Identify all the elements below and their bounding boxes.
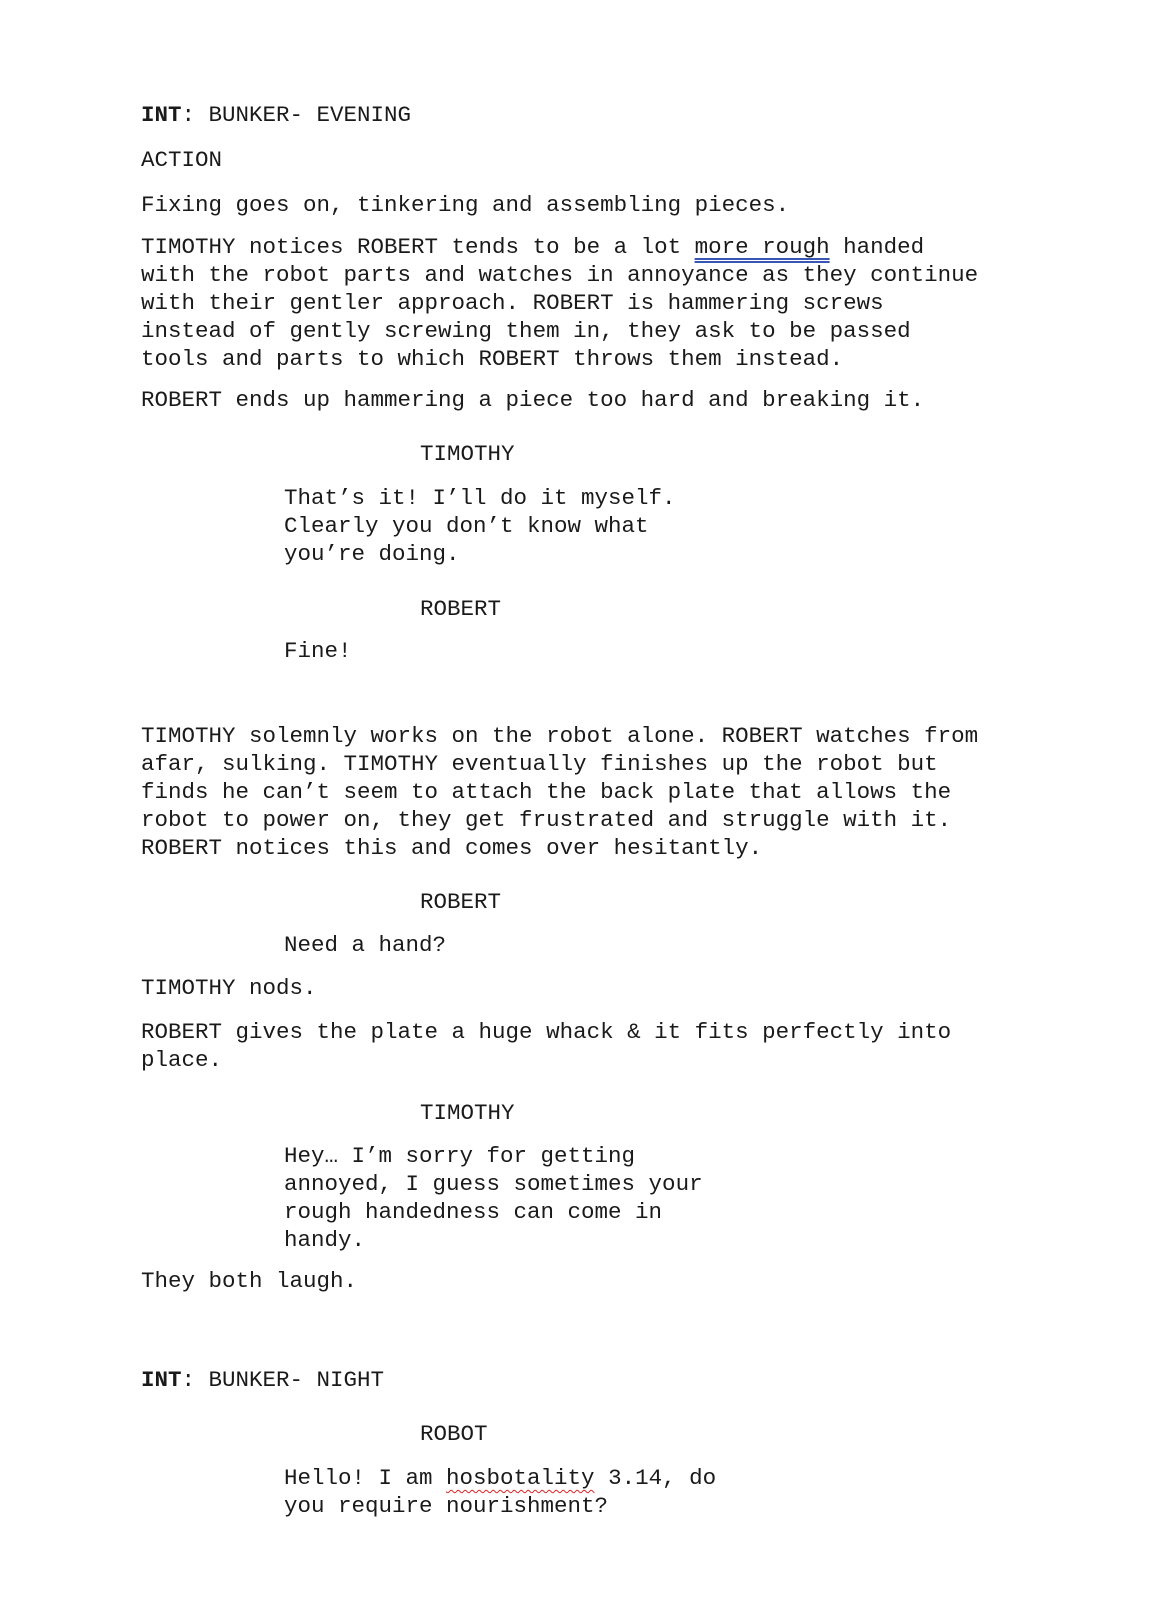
dialogue: Hello! I am hosbotality 3.14, do you require nourishment? xyxy=(284,1465,717,1519)
character-name: TIMOTHY xyxy=(420,1100,515,1126)
action-paragraph: ROBERT ends up hammering a piece too hard and breaking it. xyxy=(141,387,925,413)
scene-int-label: INT xyxy=(141,1367,182,1393)
character-name: ROBERT xyxy=(420,596,502,622)
action-label: ACTION xyxy=(141,147,223,173)
action-paragraph: TIMOTHY nods. xyxy=(141,975,317,1001)
scene-heading-night xyxy=(141,1366,384,1394)
action-paragraph: Fixing goes on, tinkering and assembling pieces. xyxy=(141,192,790,218)
scene-int-label: INT xyxy=(141,102,182,128)
dialogue: Fine! xyxy=(284,638,352,664)
dialogue: Hey… I’m sorry for getting annoyed, I guess sometimes your rough handedness can come in handy. xyxy=(284,1143,703,1253)
scene-location: : BUNKER- EVENING xyxy=(181,102,412,128)
action-paragraph: TIMOTHY notices ROBERT tends to be a lot more rough handed with the robot parts and watches in annoyance as they continue with their gentler approach. ROBERT is hammering screws instead of gently screwing them in, they ask to be passed tools and parts to which ROBERT throws them instead. xyxy=(141,234,979,372)
dialogue: That’s it! I’ll do it myself. Clearly you don’t know what you’re doing. xyxy=(284,485,676,567)
character-name: ROBOT xyxy=(420,1421,488,1447)
action-paragraph: They both laugh. xyxy=(141,1268,358,1294)
scene-location: : BUNKER- NIGHT xyxy=(181,1367,385,1393)
grammar-flag[interactable]: more rough xyxy=(694,234,830,260)
spelling-flag[interactable]: hosbotality xyxy=(446,1465,595,1491)
action-paragraph: TIMOTHY solemnly works on the robot alone. ROBERT watches from afar, sulking. TIMOTHY eventually finishes up the robot but finds he can’t seem to attach the back plate that allows the robot to power on, they get frustrated and struggle with it. ROBERT notices this and comes over hesitantly. xyxy=(141,723,979,861)
action-paragraph: ROBERT gives the plate a huge whack & it fits perfectly into place. xyxy=(141,1019,952,1073)
character-name: ROBERT xyxy=(420,889,502,915)
scene-heading-evening xyxy=(141,101,411,129)
dialogue: Need a hand? xyxy=(284,932,447,958)
character-name: TIMOTHY xyxy=(420,441,515,467)
